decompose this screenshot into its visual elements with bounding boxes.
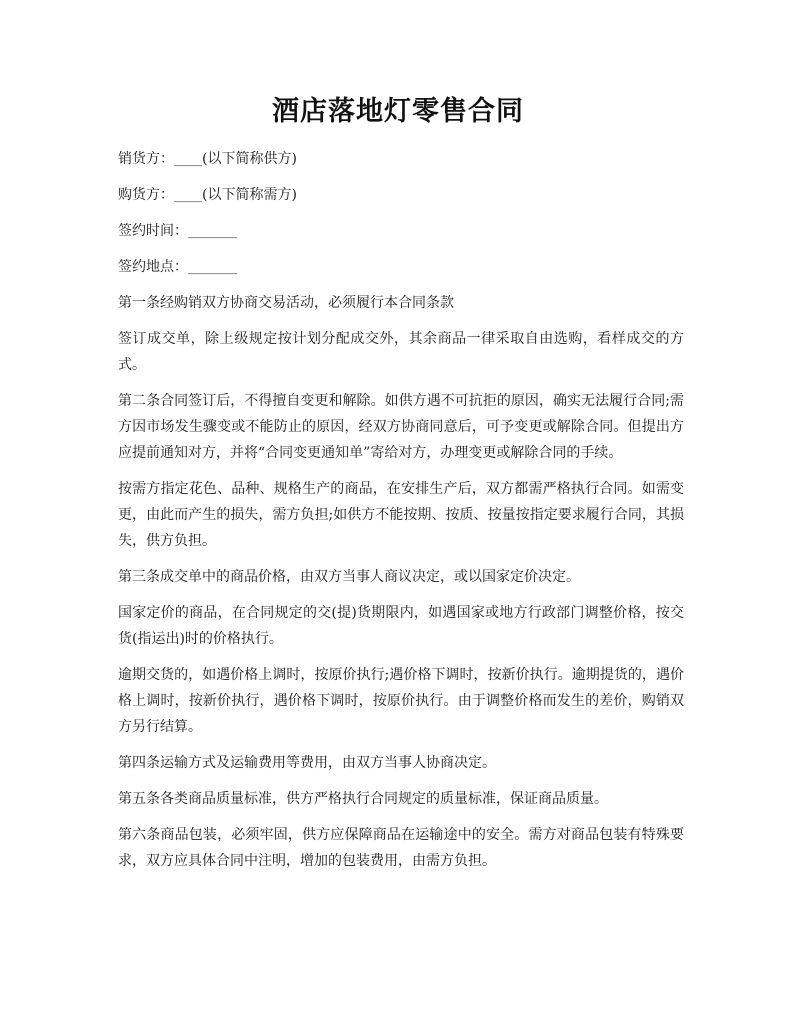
clause-3-late-delivery: 逾期交货的，如遇价格上调时，按原价执行;遇价格下调时，按新价执行。逾期提货的，遇价格上调时，按新价执行，遇价格下调时，按原价执行。由于调整价格而发生的差价，购销双方另行结算。	[118, 667, 684, 735]
clause-2-continued: 按需方指定花色、品种、规格生产的商品，在安排生产后，双方都需严格执行合同。如需变更，由此而产生的损失，需方负担;如供方不能按期、按质、按量按指定要求履行合同，其损失，供方负担。	[118, 481, 684, 549]
buyer-line: 购货方：____(以下简称需方)	[118, 187, 297, 203]
clause-1-heading: 第一条经购销双方协商交易活动，必须履行本合同条款	[118, 295, 454, 311]
signing-time-line: 签约时间：_______	[118, 223, 237, 239]
document-body	[118, 146, 684, 884]
document-title: 酒店落地灯零售合同	[272, 96, 524, 127]
clause-6-body: 第六条商品包装，必须牢固，供方应保障商品在运输途中的安全。需方对商品包装有特殊要求，双方应具体合同中注明，增加的包装费用，由需方负担。	[118, 827, 684, 869]
clause-1-body: 签订成交单，除上级规定按计划分配成交外，其余商品一律采取自由选购，看样成交的方式。	[118, 331, 684, 373]
seller-line: 销货方：____(以下简称供方)	[118, 151, 297, 167]
clause-5-body: 第五条各类商品质量标准，供方严格执行合同规定的质量标准，保证商品质量。	[118, 791, 608, 807]
clause-2-body: 第二条合同签订后，不得擅自变更和解除。如供方遇不可抗拒的原因，确实无法履行合同;需方因市场发生骤变或不能防止的原因，经双方协商同意后，可予变更或解除合同。但提出方应提前通知对方，并将“合同变更通知单”寄给对方，办理变更或解除合同的手续。	[118, 393, 684, 461]
clause-4-body: 第四条运输方式及运输费用等费用，由双方当事人协商决定。	[118, 755, 496, 771]
clause-3-heading: 第三条成交单中的商品价格，由双方当事人商议决定，或以国家定价决定。	[118, 569, 580, 585]
clause-3-state-price: 国家定价的商品，在合同规定的交(提)货期限内，如遇国家或地方行政部门调整价格，按交货(指运出)时的价格执行。	[118, 605, 684, 647]
signing-place-line: 签约地点：_______	[118, 259, 237, 275]
